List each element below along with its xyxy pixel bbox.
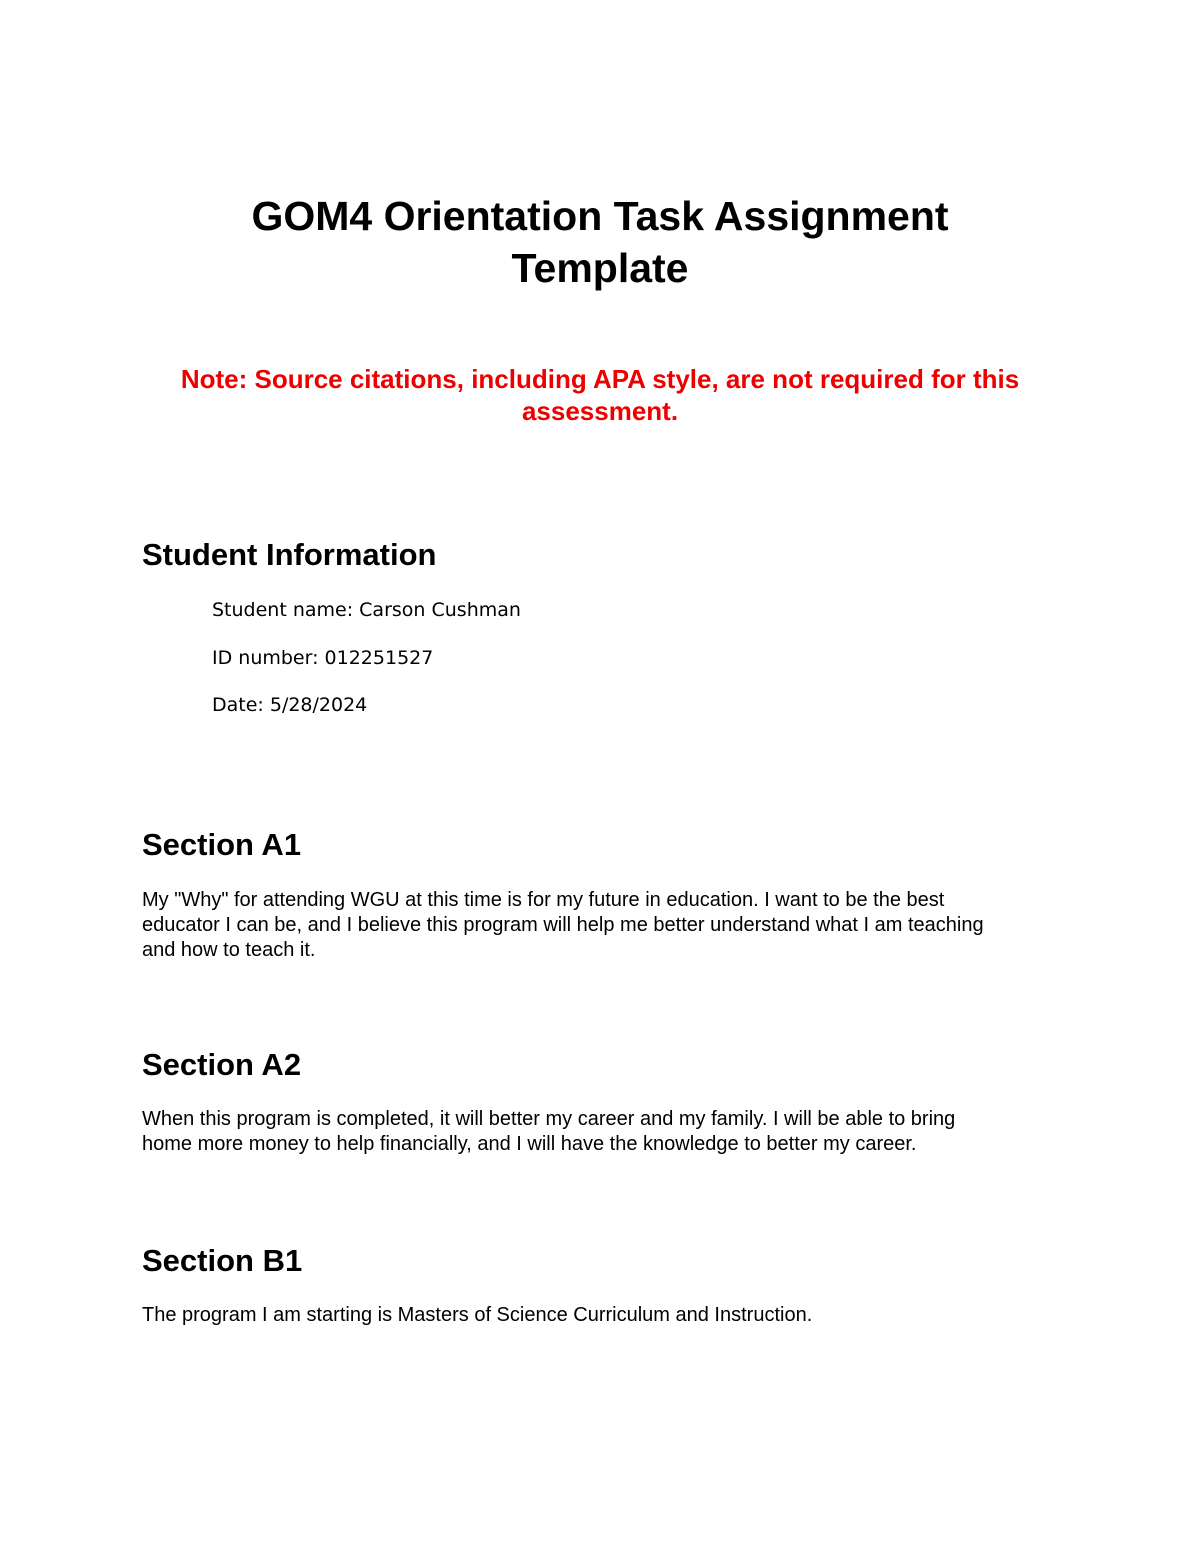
section-a1-line: My "Why" for attending WGU at this time is for my future in education. I want to be the best — [142, 889, 945, 911]
document-title — [0, 190, 1200, 294]
section-a2-line: When this program is completed, it will better my career and my family. I will be able to bring — [142, 1108, 956, 1130]
section-b1-line: The program I am starting is Masters of Science Curriculum and Instruction. — [142, 1304, 813, 1326]
student-information-heading: Student Information — [142, 537, 437, 572]
section-a1-line: educator I can be, and I believe this program will help me better understand what I am teaching — [142, 914, 984, 936]
section-a2-heading: Section A2 — [142, 1047, 302, 1082]
section-b1-text — [142, 1303, 1072, 1328]
date-line: Date: 5/28/2024 — [212, 694, 368, 716]
assessment-note — [120, 363, 1080, 427]
section-a1-text — [142, 888, 1072, 963]
title-line-1: GOM4 Orientation Task Assignment — [251, 193, 949, 239]
note-line-1: Note: Source citations, including APA style, are not required for this — [180, 364, 1020, 394]
section-a1-heading: Section A1 — [142, 827, 302, 862]
section-a1-line: and how to teach it. — [142, 939, 316, 961]
title-line-2: Template — [511, 245, 689, 291]
student-name-line: Student name: Carson Cushman — [212, 599, 521, 621]
section-a2-line: home more money to help financially, and I will have the knowledge to better my career. — [142, 1133, 917, 1155]
section-a2-text — [142, 1107, 1072, 1157]
section-b1-heading: Section B1 — [142, 1243, 303, 1278]
id-number-line: ID number: 012251527 — [212, 647, 434, 669]
note-line-2: assessment. — [521, 396, 679, 426]
